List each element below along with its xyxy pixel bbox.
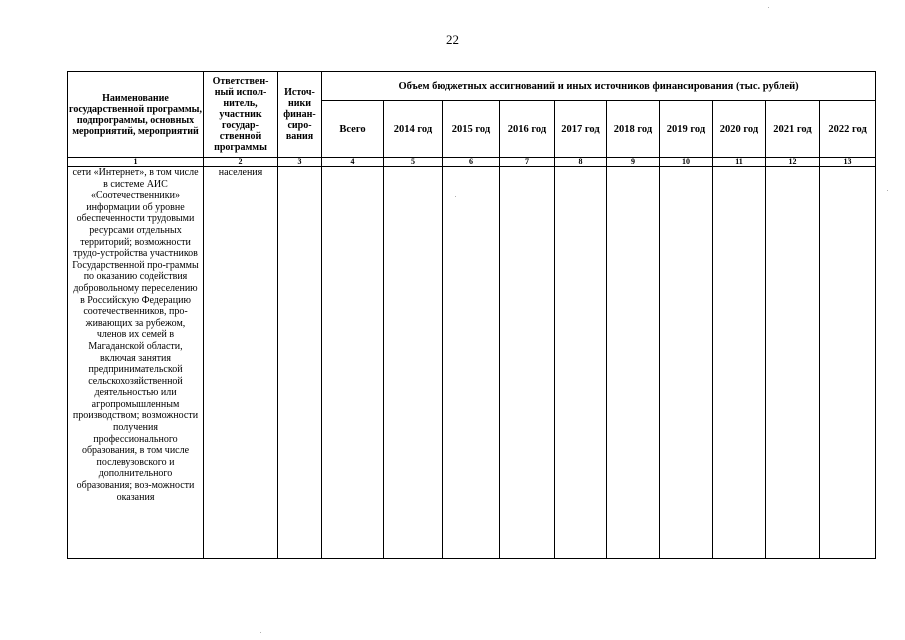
column-number: 8: [555, 158, 607, 167]
header-year-2022: 2022 год: [820, 101, 876, 158]
column-number: 1: [68, 158, 204, 167]
header-responsible-executor: Ответствен-ный испол-нитель, участник государ-ственной программы: [204, 72, 278, 158]
budget-table: [67, 71, 876, 559]
header-year-2021: 2021 год: [766, 101, 820, 158]
scan-speck: [455, 196, 456, 197]
page-number: 22: [446, 32, 459, 47]
header-year-2018: 2018 год: [607, 101, 660, 158]
scan-speck: [260, 632, 261, 633]
header-year-2020: 2020 год: [713, 101, 766, 158]
column-number: 2: [204, 158, 278, 167]
year-cell: [500, 167, 555, 559]
column-number: 9: [607, 158, 660, 167]
scan-speck: [887, 190, 888, 191]
column-number: 11: [713, 158, 766, 167]
header-year-2016: 2016 год: [500, 101, 555, 158]
scan-speck: [768, 7, 769, 8]
column-number: 6: [443, 158, 500, 167]
header-program-name: Наименование государственной программы, подпрограммы, основных мероприятий, мероприятий: [68, 72, 204, 158]
header-year-2017: 2017 год: [555, 101, 607, 158]
year-cell: [660, 167, 713, 559]
program-description-cell: [68, 167, 204, 559]
header-total: Всего: [322, 101, 384, 158]
header-funding-sources: Источ-ники финан-сиро-вания: [278, 72, 322, 158]
year-cell: [713, 167, 766, 559]
column-number: 5: [384, 158, 443, 167]
year-cell: [555, 167, 607, 559]
column-number: 3: [278, 158, 322, 167]
year-cell: [820, 167, 876, 559]
program-description-text: сети «Интернет», в том числе в системе АИС «Соотечественники» информации об уровне обеспеченности трудовыми ресурсами отдельных территорий; возможности трудо-устройства участников Государственной про-граммы по оказанию содействия добровольному переселению в Российскую Федерацию соотечественников, про-живающих за рубежом, членов их семей в Магаданской области, включая занятия предпринимательской сельскохозяйственной деятельностью или агропромышленным производством; возможности получения профессионального образования, в том числе послевузовского и дополнительного образования; воз-можности оказания: [72, 167, 199, 503]
funding-source-cell: [278, 167, 322, 559]
header-year-2019: 2019 год: [660, 101, 713, 158]
total-cell: [322, 167, 384, 559]
column-number: 7: [500, 158, 555, 167]
column-number: 12: [766, 158, 820, 167]
table-row: [68, 167, 876, 559]
column-number: 4: [322, 158, 384, 167]
header-year-2014: 2014 год: [384, 101, 443, 158]
responsible-executor-text: населения: [218, 167, 263, 178]
header-year-2015: 2015 год: [443, 101, 500, 158]
header-funding-volume: Объем бюджетных ассигнований и иных источников финансирования (тыс. рублей): [322, 72, 876, 101]
year-cell: [443, 167, 500, 559]
responsible-executor-cell: [204, 167, 278, 559]
year-cell: [766, 167, 820, 559]
column-number: 13: [820, 158, 876, 167]
year-cell: [384, 167, 443, 559]
column-number: 10: [660, 158, 713, 167]
year-cell: [607, 167, 660, 559]
